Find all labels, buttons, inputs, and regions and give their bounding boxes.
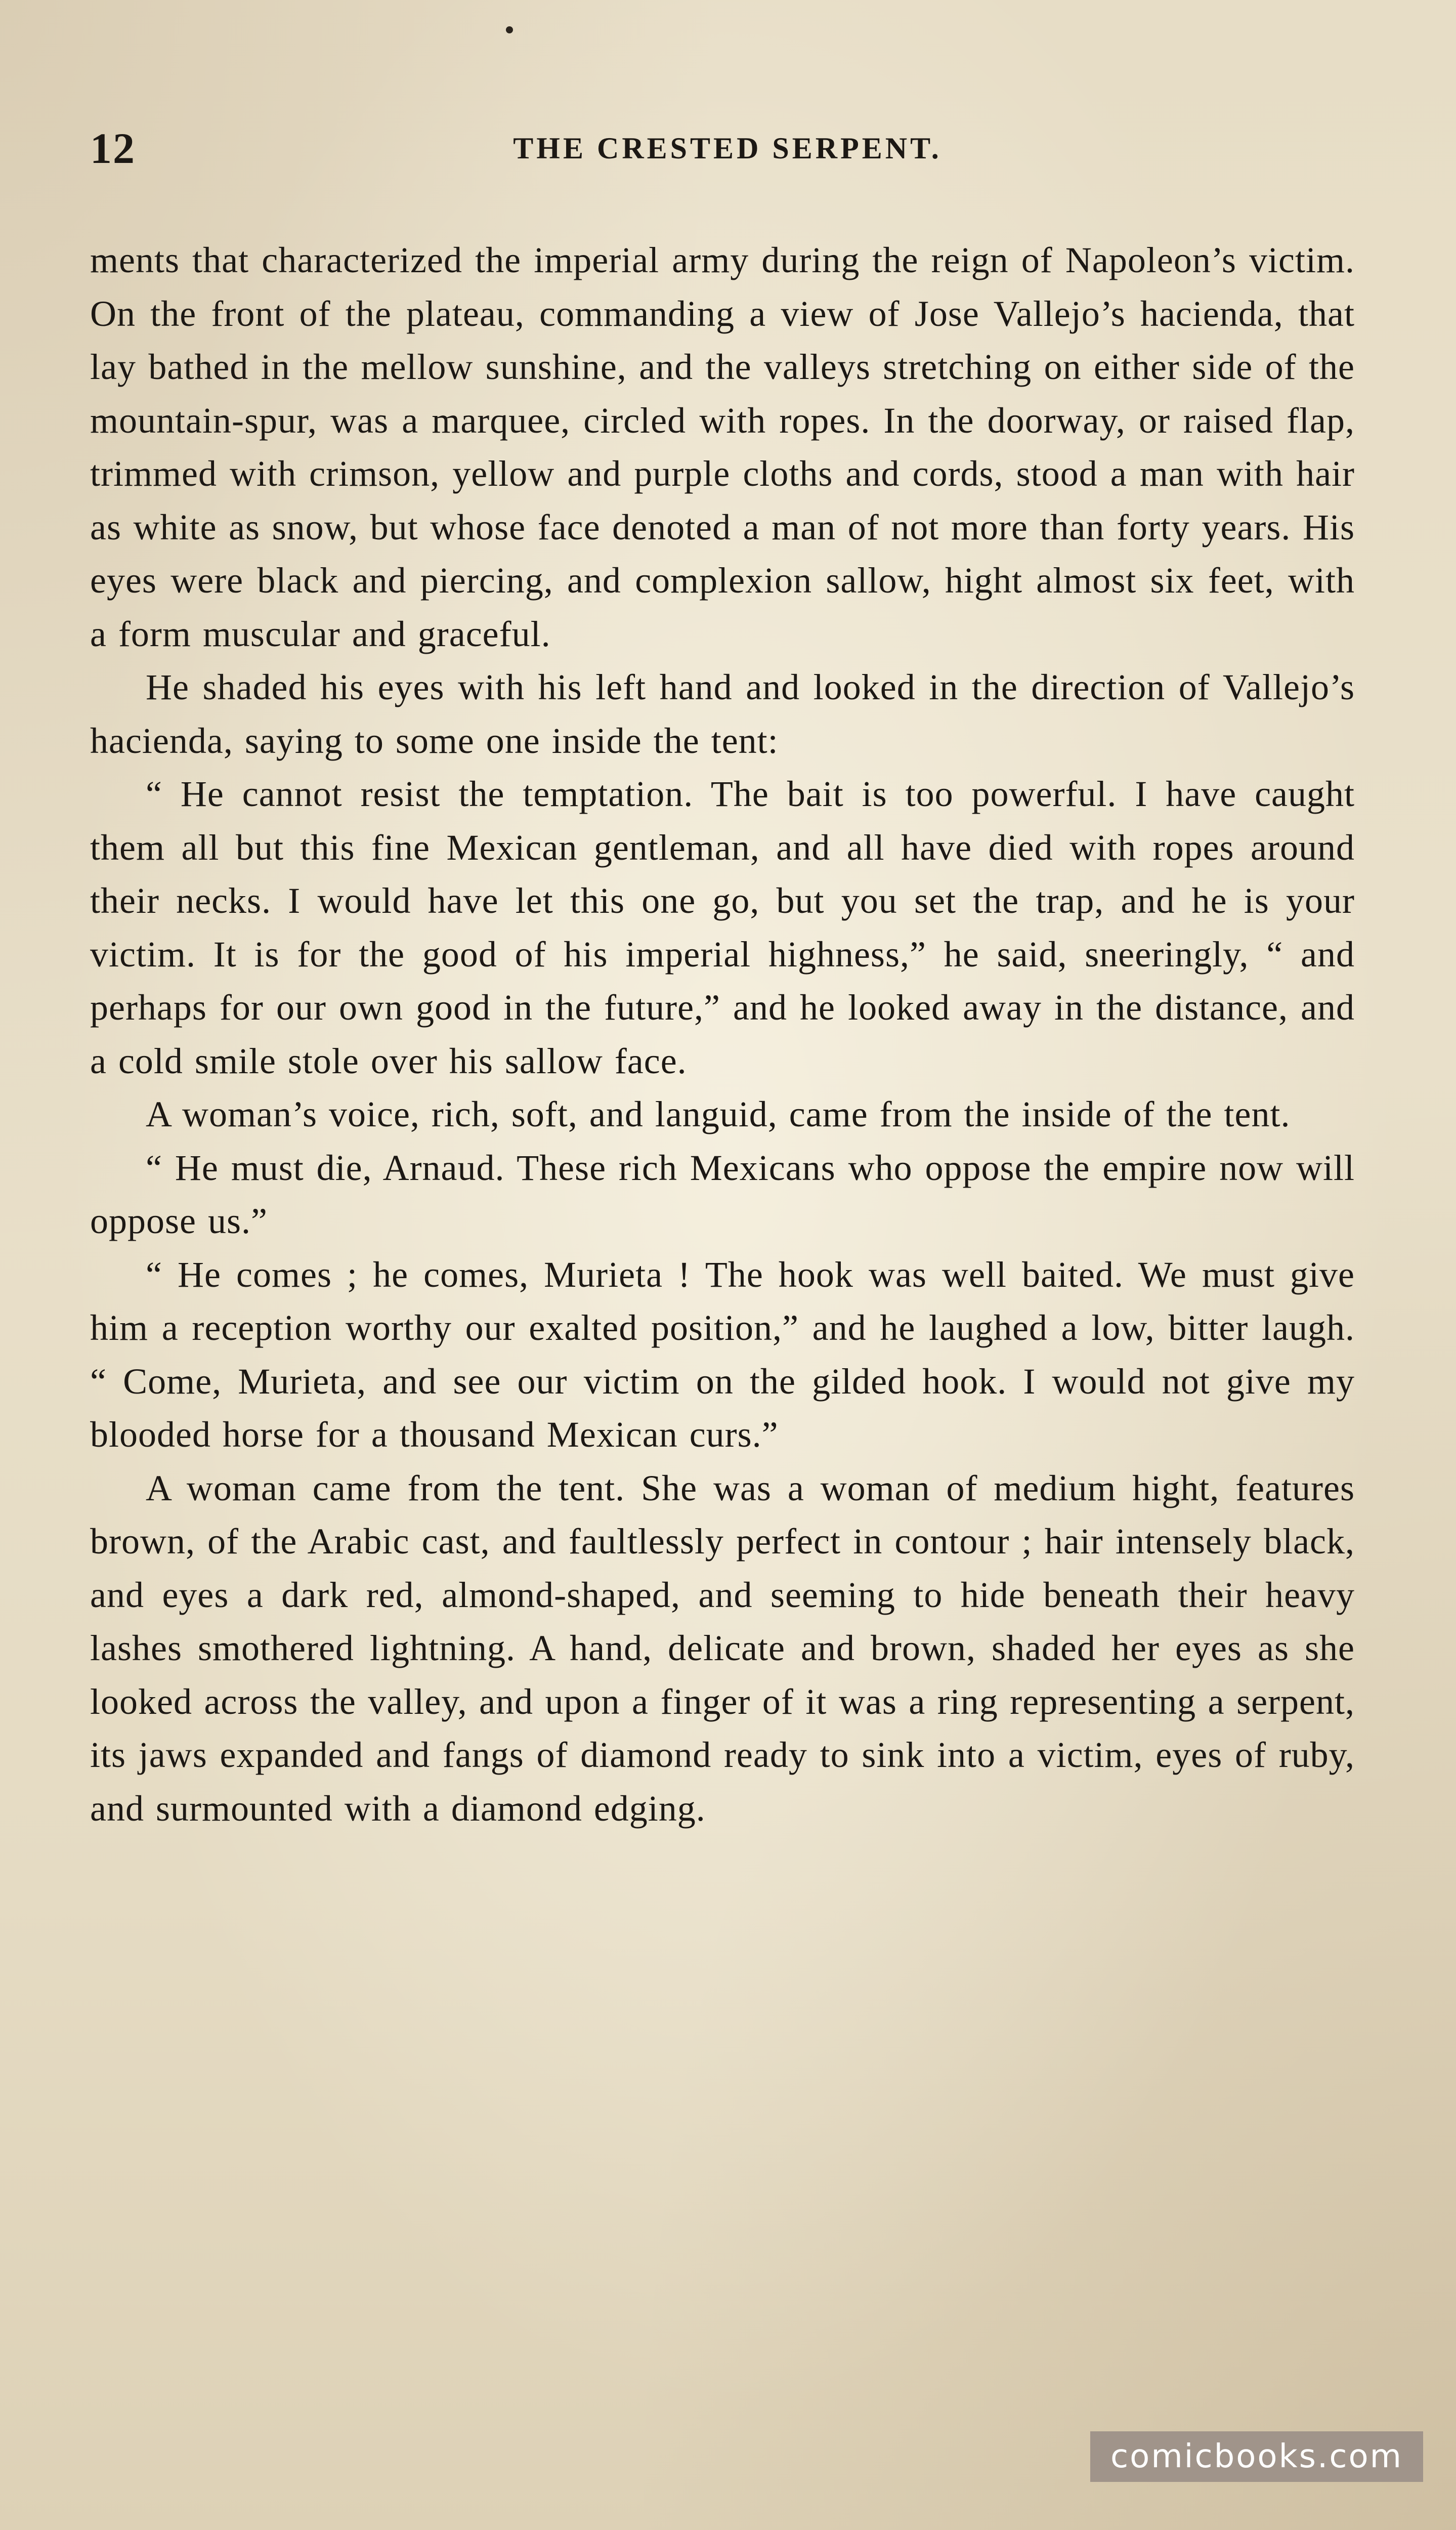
paragraph-5: “ He must die, Arnaud. These rich Mexicans who oppose the empire now will oppose us.” (90, 1147, 1355, 1241)
body-text (90, 234, 1355, 1835)
paragraph-4: A woman’s voice, rich, soft, and languid, came from the inside of the tent. (146, 1094, 1291, 1134)
page-number: 12 (90, 124, 136, 173)
watermark-logo: comicbooks.com (1090, 2431, 1423, 2482)
page-header (90, 120, 1365, 176)
ink-speck (506, 26, 513, 33)
paragraph-3: “ He cannot resist the temptation. The bait is too powerful. I have caught them all but this fine Mexican gentleman, and all have died with ropes around their necks. I would have let this one go, but you set the trap, and he is your victim. It is for the good of his imperial highness,” he said, sneeringly, “ and perhaps for our own good in the future,” and he looked away in the distance, and a cold smile stole over his sallow face. (90, 774, 1355, 1081)
paragraph-6: “ He comes ; he comes, Murieta ! The hook was well baited. We must give him a reception worthy our exalted position,” and he laughed a low, bitter laugh. “ Come, Murieta, and see our victim on the gilded hook. I would not give my blooded horse for a thousand Mexican curs.” (90, 1254, 1355, 1455)
running-title: THE CRESTED SERPENT. (513, 132, 942, 165)
paragraph-1: ments that characterized the imperial army during the reign of Napoleon’s victim. On the front of the plateau, commanding a view of Jose Vallejo’s hacienda, that lay bathed in the mellow sunshine, and the valleys stretching on either side of the mountain-spur, was a marquee, circled with ropes. In the doorway, or raised flap, trimmed with crimson, yellow and purple cloths and cords, stood a man with hair as white as snow, but whose face denoted a man of not more than forty years. His eyes were black and piercing, and complexion sallow, hight almost six feet, with a form muscular and graceful. (90, 240, 1355, 654)
paragraph-2: He shaded his eyes with his left hand and looked in the direction of Vallejo’s hacienda, saying to some one inside the tent: (90, 667, 1355, 761)
paragraph-7: A woman came from the tent. She was a woman of medium hight, features brown, of the Arabic cast, and faultlessly perfect in contour ; hair intensely black, and eyes a dark red, almond-shaped, and seeming to hide beneath their heavy lashes smothered lightning. A hand, delicate and brown, shaded her eyes as she looked across the valley, and upon a finger of it was a ring representing a serpent, its jaws expanded and fangs of diamond ready to sink into a victim, eyes of ruby, and surmounted with a diamond edging. (90, 1467, 1355, 1829)
